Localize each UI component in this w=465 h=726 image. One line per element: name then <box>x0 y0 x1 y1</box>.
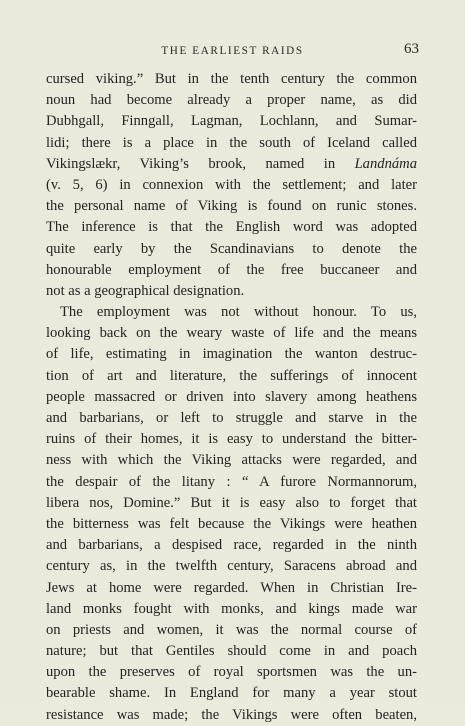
paragraph-start-line: The employment was not without honour. To us, <box>60 304 417 321</box>
text-line: the personal name of Viking is found on runic stones. <box>46 198 417 215</box>
text-line: libera nos, Domine.” But it is easy also to forget that <box>46 494 417 511</box>
text-line: lidi; there is a place in the south of Iceland called <box>46 134 417 151</box>
text-line: upon the preserves of royal sportsmen was the un- <box>46 664 417 681</box>
text-line-start: Vikingslækr, Viking’s brook, named in <box>46 155 355 172</box>
text-line: Dubhgall, Finngall, Lagman, Lochlann, and Sumar- <box>46 113 417 130</box>
text-line: ness with which the Viking attacks were regarded, and <box>46 452 417 469</box>
landnama-italic: Landnáma <box>354 155 417 172</box>
text-line: resistance was made; the Vikings were often beaten, <box>46 706 417 723</box>
text-line: not as a geographical designation. <box>46 282 245 299</box>
text-line: land monks fought with monks, and kings made war <box>46 600 417 617</box>
text-line: the bitterness was felt because the Vikings were heathen <box>46 515 417 532</box>
text-line: nature; but that Gentiles should come in and poach <box>46 643 417 660</box>
text-line: century as, in the twelfth century, Saracens abroad and <box>46 558 417 575</box>
text-line: cursed viking.” But in the tenth century the common <box>46 71 417 87</box>
text-line: (v. 5, 6) in connexion with the settlement; and later <box>46 176 417 193</box>
text-line: and barbarians, a despised race, regarded in the ninth <box>46 537 417 554</box>
text-line: quite early by the Scandinavians to denote the <box>46 240 417 257</box>
text-line: ruins of their homes, it is easy to understand the bitter- <box>46 431 417 448</box>
page-number: 63 <box>404 41 419 57</box>
text-line: The inference is that the English word was adopted <box>46 219 417 236</box>
body-text <box>46 69 417 726</box>
text-line: of life, estimating in imagination the wanton destruc- <box>46 346 417 363</box>
running-title: THE EARLIEST RAIDS <box>161 45 304 57</box>
text-line: honourable employment of the free buccaneer and <box>46 261 417 278</box>
text-line: on priests and women, it was the normal course of <box>46 621 417 638</box>
text-line: looking back on the weary waste of life and the means <box>46 325 417 342</box>
text-line: Jews at home were regarded. When in Christian Ire- <box>46 579 417 596</box>
text-line: the despair of the litany : “ A furore Normannorum, <box>46 473 417 490</box>
text-line <box>46 154 417 175</box>
text-line: tion of art and literature, the sufferings of innocent <box>46 367 417 384</box>
text-line: bearable shame. In England for many a year stout <box>46 685 417 702</box>
text-line: noun had become already a proper name, as did <box>46 92 417 109</box>
text-line: and barbarians, or left to struggle and starve in the <box>46 410 417 426</box>
text-line: people massacred or driven into slavery among heathens <box>46 388 417 405</box>
